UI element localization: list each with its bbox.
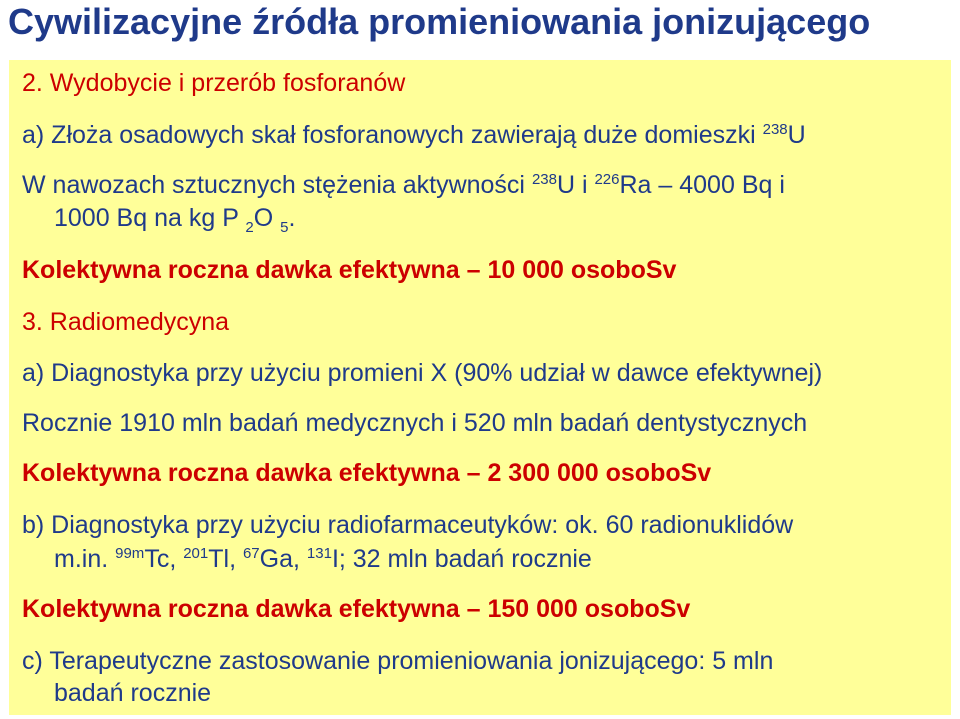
sec3-item-a: a) Diagnostyka przy użyciu promieni X (90% udział w dawce efektywnej) <box>22 359 823 387</box>
sec2-a-text: a) Złoża osadowych skał fosforanowych zawierają duże domieszki <box>22 121 763 149</box>
text-part: 1000 Bq na kg P <box>54 204 246 232</box>
sec3-item-b: b) Diagnostyka przy użyciu radiofarmaceutyków: ok. 60 radionuklidów <box>22 511 794 539</box>
isotope-mass: 99m <box>115 545 145 562</box>
text-part: O <box>253 204 281 232</box>
text-part: Tl, <box>208 545 243 573</box>
isotope-mass: 67 <box>242 545 260 562</box>
isotope-mass: 201 <box>183 545 209 562</box>
sec3-item-c: c) Terapeutyczne zastosowanie promieniowania jonizującego: 5 mln <box>22 647 774 675</box>
isotope-mass: 226 <box>594 171 620 188</box>
sec3-collective-dose-a: Kolektywna roczna dawka efektywna – 2 300 000 osoboSv <box>22 459 712 487</box>
page-title: Cywilizacyjne źródła promieniowania jonizującego <box>8 1 871 42</box>
sec3-item-c-line2: badań rocznie <box>54 679 212 707</box>
section-3-heading: 3. Radiomedycyna <box>22 308 230 336</box>
text-part: m.in. <box>54 545 116 573</box>
text-part: Ga, <box>259 545 307 573</box>
isotope-mass: 238 <box>531 171 557 188</box>
sec3-collective-dose-b: Kolektywna roczna dawka efektywna – 150 000 osoboSv <box>22 595 691 623</box>
subscript: 5 <box>280 219 289 236</box>
subscript: 2 <box>245 219 254 236</box>
section-2-heading: 2. Wydobycie i przerób fosforanów <box>22 69 406 97</box>
sec3-item-b-line2 <box>54 544 592 574</box>
text-part: W nawozach sztucznych stężenia aktywności <box>22 171 532 199</box>
sec2-collective-dose: Kolektywna roczna dawka efektywna – 10 000 osoboSv <box>22 256 677 284</box>
sec3-annual-exams: Rocznie 1910 mln badań medycznych i 520 mln badań dentystycznych <box>22 409 808 437</box>
sec2-fertilizer-line1 <box>22 170 785 200</box>
sec2-a-tail: U <box>787 121 806 149</box>
sec2-fertilizer-line2 <box>54 203 296 236</box>
text-part: Ra – 4000 Bq i <box>619 171 785 199</box>
text-part: U i <box>556 171 595 199</box>
text-part: . <box>288 204 296 232</box>
isotope-mass: 238 <box>762 121 788 138</box>
isotope-mass: 131 <box>306 545 332 562</box>
text-part: Tc, <box>144 545 184 573</box>
sec2-item-a <box>22 120 806 150</box>
text-part: I; 32 mln badań rocznie <box>331 545 592 573</box>
